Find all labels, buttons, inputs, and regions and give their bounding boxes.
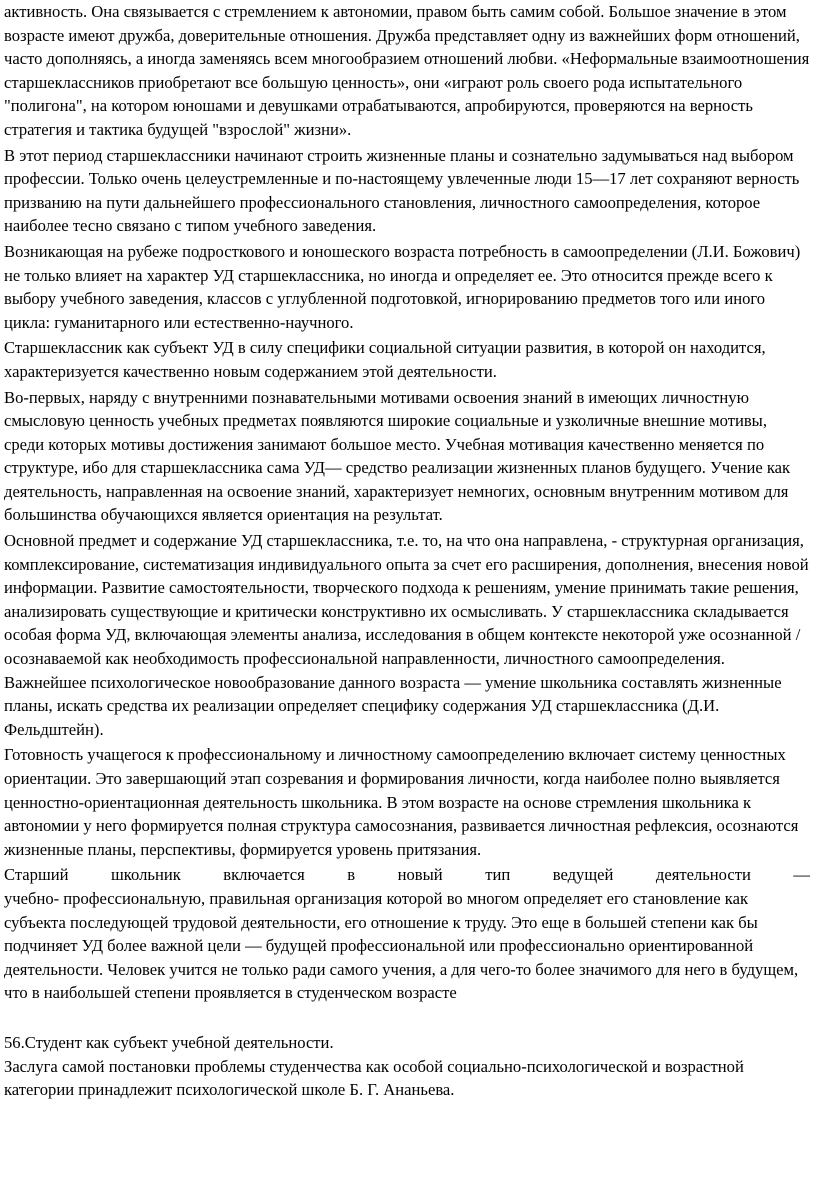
paragraph-leading-activity: учебно- профессиональную, правильная организация которой во многом определяет его становление как субъекта последующей трудовой деятельности, его отношение к труду. Это еще в большей степени как бы подчиняет УД более важной цели — будущей профессиональной или профессионально ориентированной деятельности. Человек учится не только ради самого учения, а для чего-то более значимого для него в будущем, что в наибольшей степени проявляется в студенческом возрасте [4, 888, 799, 1003]
paragraph-student-category: Заслуга самой постановки проблемы студенчества как особой социально-психологической и возрастной категории принадлежит психологической школе Б. Г. Ананьева. [4, 1056, 744, 1100]
paragraph-adolescent-relationships: активность. Она связывается с стремлением к автономии, правом быть самим собой. Большое значение в этом возрасте имеют дружба, доверительные отношения. Дружба представляет одну из важнейших форм отношений, часто дополняясь, а иногда заменяясь всем многообразием отношений любви. «Неформальные взаимоотношения старшеклассников приобретают все большую ценность», они «играют роль своего рода испытательного "полигона", на котором юношами и девушками отрабатываются, апробируются, проверяются на верность стратегия и тактика будущей "взрослой" жизни». [4, 2, 810, 139]
paragraph-subject-of-learning: Старшеклассник как субъект УД в силу специфики социальной ситуации развития, в которой он находится, характеризуется качественно новым содержанием этой деятельности. [4, 338, 766, 381]
blank-line [4, 1007, 810, 1031]
paragraph-self-determination: Возникающая на рубеже подросткового и юношеского возраста потребность в самоопределении (Л.И. Божович) не только влияет на характер УД старшеклассника, но иногда и определяет ее. Это относится прежде всего к выбору учебного заведения, классов с углубленной подготовкой, игнорированию предметов того или иного цикла: гуманитарного или естественно-научного. [4, 241, 801, 332]
paragraph-readiness: Готовность учащегося к профессиональному и личностному самоопределению включает систему ценностных ориентации. Это завершающий этап созревания и формирования личности, когда наиболее полно выявляется ценностно-ориентационная деятельность школьника. В этом возрасте на основе стремления школьника к автономии у него формируется полная структура самосознания, развивается личностная рефлексия, осознаются жизненные планы, перспективы, формируется уровень притязания. [4, 745, 799, 859]
paragraph-main-subject: Основной предмет и содержание УД старшеклассника, т.е. то, на что она направлена, - структурная организация, комплексирование, систематизация индивидуального опыта за счет его расширения, дополнения, внесения новой информации. Развитие самостоятельности, творческого подхода к решениям, умение принимать такие решения, анализировать существующие и критически конструктивно их осмысливать. У старшеклассника складывается особая форма УД, включающая элементы анализа, исследования в общем контексте некоторой уже осознанной / осознаваемой как необходимость профессиональной направленности, личностного самоопределения. Важнейшее психологическое новообразование данного возраста — умение школьника составлять жизненные планы, искать средства их реализации определяет специфику содержания УД старшеклассника (Д.И. Фельдштейн). [4, 531, 809, 739]
paragraph-life-plans: В этот период старшеклассники начинают строить жизненные планы и сознательно задумываться над выбором профессии. Только очень целеустремленные и по-настоящему увлеченные люди 15—17 лет сохраняют верность призванию на пути дальнейшего профессионального становления, личностного самоопределения, которое наиболее тесно связано с типом учебного заведения. [4, 145, 800, 236]
section-heading: 56.Студент как субъект учебной деятельности. [4, 1032, 334, 1052]
paragraph-leading-activity-first-line: Старший школьник включается в новый тип ведущей деятельности — [4, 865, 810, 885]
paragraph-motivation: Во-первых, наряду с внутренними познавательными мотивами освоения знаний в имеющих личностную смысловую ценность учебных предметах появляются широкие социальные и узколичные внешние мотивы, среди которых мотивы достижения занимают большое место. Учебная мотивация качественно меняется по структуре, ибо для старшеклассника сама УД— средство реализации жизненных планов будущего. Учение как деятельность, направленная на освоение знаний, характеризует немногих, основным внутренним мотивом для большинства обучающихся является ориентация на результат. [4, 387, 791, 525]
